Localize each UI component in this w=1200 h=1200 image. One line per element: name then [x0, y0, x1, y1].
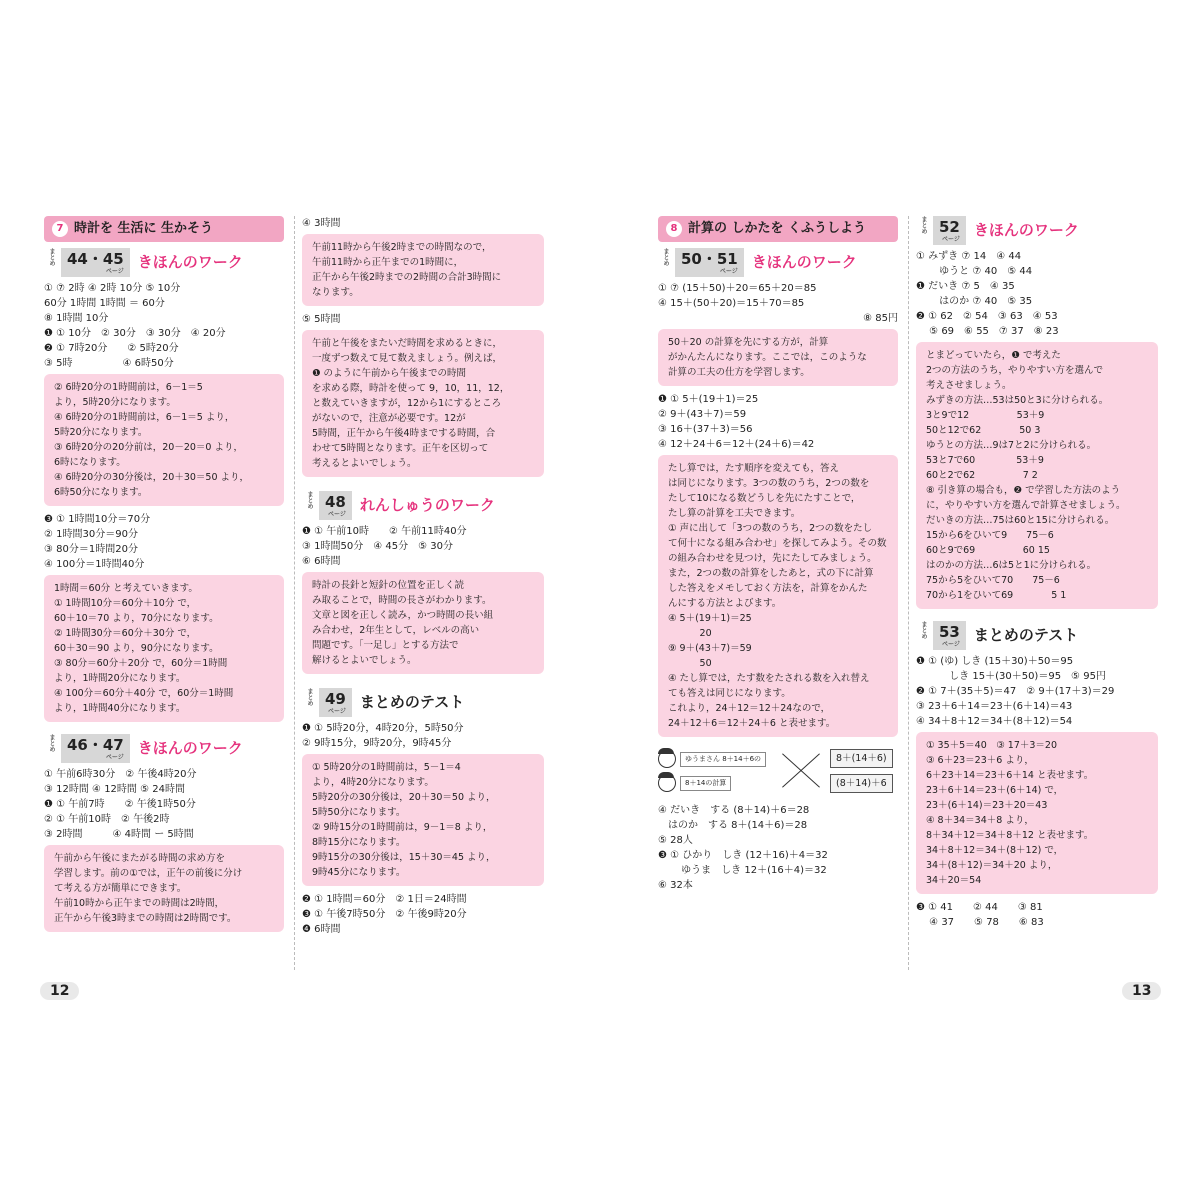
note-line: たし算の計算を工夫できます。: [668, 508, 801, 519]
note-line: がかんたんになります。ここでは，このような: [668, 352, 867, 363]
answer-line: ❶ ① 5＋(19＋1)＝25: [658, 394, 759, 405]
answer-line: ① ⑦ 2時 ④ 2時 10分 ⑤ 10分: [44, 283, 181, 294]
answer-line: 60分 1時間 1時間 ＝ 60分: [44, 298, 165, 309]
answer-block: [44, 281, 284, 371]
speech-bubble: 8＋14の計算: [680, 776, 731, 791]
note-line: 20: [668, 628, 712, 639]
note-line: ❶ のように午前から午後までの時間: [312, 368, 467, 379]
hint-note: [302, 330, 544, 477]
answer-line: ❷ ① 7＋(35＋5)＝47 ② 9＋(17＋3)＝29: [916, 686, 1115, 697]
section-header: [302, 491, 544, 520]
column-divider: [294, 216, 295, 970]
answer-line: ⑧ 1時間 10分: [44, 313, 109, 324]
answer-line: ① 午前6時30分 ② 午後4時20分: [44, 769, 197, 780]
note-line: ④ たし算では，たす数をたされる数を入れ替え: [668, 673, 870, 684]
hint-note: [44, 374, 284, 506]
note-line: 8時15分になります。: [312, 837, 406, 848]
hint-note: [302, 754, 544, 886]
answer-line: ❶ ① 午前7時 ② 午後1時50分: [44, 799, 196, 810]
hint-note: [302, 572, 544, 674]
page-ref-side-label: まとめ: [306, 491, 313, 509]
answer-line: ⑤ 28人: [658, 835, 693, 846]
hint-note: [658, 329, 898, 386]
page-ref-box: [658, 248, 744, 277]
note-line: 時計の長針と短針の位置を正しく読: [312, 580, 465, 591]
chapter-number: 7: [52, 221, 68, 237]
page-ref-number: 44・45: [67, 250, 124, 268]
note-line: 午前と午後をまたいだ時間を求めるときに，: [312, 338, 503, 349]
note-line: ③ 6時20分の20分前は，20－20＝0 より，: [54, 442, 243, 453]
note-line: ① 5時20分の1時間前は，5－1＝4: [312, 762, 461, 773]
note-line: 6＋23＋14＝23＋6＋14 と表せます。: [926, 770, 1094, 781]
answer-line: はのか ⑦ 40 ⑤ 35: [916, 296, 1033, 307]
section-title: きほんのワーク: [137, 739, 243, 757]
hint-note: [916, 342, 1158, 609]
note-line: ⑨ 9＋(43＋7)＝59: [668, 643, 752, 654]
answer-line: ❶ ① 5時20分，4時20分，5時50分: [302, 723, 464, 734]
note-line: ても答えは同じになります。: [668, 688, 791, 699]
note-line: たして10になる数どうしを先にたすことで，: [668, 493, 861, 504]
answer-line: ❶ ① 10分 ② 30分 ③ 30分 ④ 20分: [44, 328, 226, 339]
note-line: ⑧ 引き算の場合も，❷ で学習した方法のよう: [926, 485, 1121, 496]
page-ref-box: [916, 216, 966, 245]
note-line: 24＋12＋6＝12＋24＋6 と表せます。: [668, 718, 836, 729]
column-3: [658, 216, 898, 893]
answer-block: [44, 512, 284, 572]
answer-line: ② 9＋(43＋7)＝59: [658, 409, 747, 420]
section-title: まとめのテスト: [359, 693, 465, 711]
note-line: ④ 5＋(19＋1)＝25: [668, 613, 752, 624]
section-header: [916, 216, 1158, 245]
note-line: 午前から午後にまたがる時間の求め方を: [54, 853, 226, 864]
note-line: より，1時間20分になります。: [54, 673, 186, 684]
cross-lines: [776, 748, 820, 794]
page-ref-box: [916, 621, 966, 650]
note-line: ① 1時間10分＝60分＋10分 で，: [54, 598, 197, 609]
answer-line: ③ 2時間 ④ 4時間 ー 5時間: [44, 829, 194, 840]
answer-line: ❷ ① 1時間＝60分 ② 1日＝24時間: [302, 894, 467, 905]
note-line: だいきの方法…75は60と15に分けられる。: [926, 515, 1115, 526]
note-line: たし算では，たす順序を変えても，答え: [668, 463, 840, 474]
note-line: て考える方が簡単にできます。: [54, 883, 187, 894]
note-line: はのかの方法…6は5と1に分けられる。: [926, 560, 1097, 571]
note-line: より，4時20分になります。: [312, 777, 434, 788]
answer-line: ① ⑦ (15＋50)＋20＝65＋20＝85: [658, 283, 817, 294]
page-ref-unit: ページ: [327, 708, 346, 715]
answer-line: ④ 3時間: [302, 218, 341, 229]
page-ref-number: 48: [325, 493, 346, 511]
note-line: した答えをメモしておく方法を，計算をかんた: [668, 583, 868, 594]
note-line: ③ 80分＝60分＋20分 で，60分＝1時間: [54, 658, 228, 669]
note-line: ④ 100分＝60分＋40分 で，60分＝1時間: [54, 688, 234, 699]
note-line: 計算の工夫の仕方を学習します。: [668, 367, 810, 378]
page-ref-number: 52: [939, 218, 960, 236]
note-line: 考えるとよいでしょう。: [312, 458, 417, 469]
note-line: ② 1時間30分＝60分＋30分 で，: [54, 628, 197, 639]
chapter-banner: [44, 216, 284, 242]
column-4: [916, 216, 1158, 930]
page-ref-side-label: まとめ: [48, 248, 55, 266]
chapter-number: 8: [666, 221, 682, 237]
note-line: 午前11時から正午までの1時間に，: [312, 257, 464, 268]
note-line: ④ 6時20分の1時間前は，6－1＝5 より，: [54, 412, 235, 423]
section-title: まとめのテスト: [973, 626, 1079, 644]
page-number-left: 12: [40, 982, 79, 1000]
answer-block: [302, 524, 544, 569]
answer-block: [658, 803, 898, 893]
speech-bubble: ゆうまさん 8＋14＋6の: [680, 752, 766, 767]
note-line: 6時50分になります。: [54, 487, 148, 498]
note-line: て何十になる組み合わせ」を探してみよう。その数: [668, 538, 887, 549]
answer-line: ③ 5時 ④ 6時50分: [44, 358, 174, 369]
note-line: ゆうとの方法…9は7と2に分けられる。: [926, 440, 1097, 451]
answer-line: ❶ だいき ⑦ 5 ④ 35: [916, 281, 1015, 292]
note-line: なります。: [312, 287, 359, 298]
note-line: がないので，注意が必要です。12が: [312, 413, 466, 424]
girl-face-icon: [658, 774, 676, 792]
note-line: 午前11時から午後2時までの時間なので，: [312, 242, 492, 253]
section-title: きほんのワーク: [751, 253, 857, 271]
answer-line: ④ 12＋24＋6＝12＋(24＋6)＝42: [658, 439, 815, 450]
note-line: 正午から午後3時までの時間は2時間です。: [54, 913, 237, 924]
note-line: 5時間，正午から午後4時までする時間，合: [312, 428, 496, 439]
answer-line: ② ① 午前10時 ② 午後2時: [44, 814, 170, 825]
note-line: 15から6をひいて9 75－6: [926, 530, 1054, 541]
column-divider: [908, 216, 909, 970]
page-ref-box: [302, 688, 352, 717]
note-line: また，2つの数の計算をしたあと，式の下に計算: [668, 568, 874, 579]
page-ref-unit: ページ: [941, 236, 960, 243]
hint-note: [302, 234, 544, 306]
page-ref-box: [44, 248, 130, 277]
answer-line: ゆうま しき 12＋(16＋4)＝32: [658, 865, 827, 876]
note-line: 正午から午後2時までの2時間の合計3時間に: [312, 272, 502, 283]
answer-line: ❶ ① (ゆ) しき (15＋30)＋50＝95: [916, 656, 1074, 667]
answer-block: [916, 654, 1158, 729]
column-2: [302, 216, 544, 937]
note-line: の組み合わせを見つけ，先にたしてみましょう。: [668, 553, 877, 564]
answer-line: ② 9時15分，9時20分，9時45分: [302, 738, 452, 749]
section-header: [658, 248, 898, 277]
answer-block: [658, 392, 898, 452]
note-line: 34＋20＝54: [926, 875, 982, 886]
answer-line: ③ 12時間 ④ 12時間 ⑤ 24時間: [44, 784, 185, 795]
note-line: 問題です。「一足し」とする方法で: [312, 640, 459, 651]
page-ref-unit: ページ: [941, 641, 960, 648]
section-header: [916, 621, 1158, 650]
note-line: 一度ずつ数えて見て数えましょう。例えば，: [312, 353, 503, 364]
note-line: 2つの方法のうち，やりやすい方を選んで: [926, 365, 1104, 376]
answer-block: [44, 767, 284, 842]
answer-line: ❷ ① 62 ② 54 ③ 63 ④ 53: [916, 311, 1058, 322]
note-line: これより，24＋12＝12＋24なので，: [668, 703, 831, 714]
hint-note: [916, 732, 1158, 894]
note-line: みずきの方法…53は50と3に分けられる。: [926, 395, 1109, 406]
answer-line: ❸ ① 1時間10分＝70分: [44, 514, 151, 525]
note-line: み取ることで，時間の長さがわかります。: [312, 595, 492, 606]
note-line: 5時50分になります。: [312, 807, 406, 818]
answer-line: ④ 15＋(50＋20)＝15＋70＝85: [658, 298, 805, 309]
page-ref-box: [44, 734, 130, 763]
answer-line: ❸ ① 41 ② 44 ③ 81: [916, 902, 1043, 913]
note-line: と数えていきますが，12から1にするところ: [312, 398, 502, 409]
note-line: 34＋(8＋12)＝34＋20 より，: [926, 860, 1058, 871]
note-line: を求める際，時計を使って 9，10，11，12，: [312, 383, 510, 394]
note-line: 学習します。前の①では，正午の前後に分け: [54, 868, 243, 879]
answer-block: [302, 721, 544, 751]
note-line: ② 9時15分の1時間前は，9－1＝8 より，: [312, 822, 493, 833]
note-line: 50: [668, 658, 712, 669]
column-1: [44, 216, 284, 938]
note-line: んにする方法とよびます。: [668, 598, 782, 609]
page-ref-unit: ページ: [327, 511, 346, 518]
note-line: 9時45分になります。: [312, 867, 406, 878]
note-line: より，1時間40分になります。: [54, 703, 186, 714]
note-line: 9時15分の30分後は，15＋30＝45 より，: [312, 852, 496, 863]
note-line: 50と12で62 50 3: [926, 425, 1041, 436]
note-line: 60と9で69 60 15: [926, 545, 1050, 556]
hint-note: [44, 845, 284, 932]
page-ref-unit: ページ: [105, 268, 124, 275]
boy-face-icon: [658, 750, 676, 768]
chapter-title: 計算の しかたを くふうしよう: [688, 221, 867, 236]
answer-line: ゆうと ⑦ 40 ⑤ 44: [916, 266, 1033, 277]
note-line: 解けるとよいでしょう。: [312, 655, 417, 666]
note-line: 60と2で62 7 2: [926, 470, 1038, 481]
answer-line: ③ 23＋6＋14＝23＋(6＋14)＝43: [916, 701, 1073, 712]
note-line: に，やりやすい方を選んで計算させましょう。: [926, 500, 1126, 511]
page-ref-side-label: まとめ: [920, 621, 927, 639]
section-header: [44, 734, 284, 763]
note-line: 3と9で12 53＋9: [926, 410, 1045, 421]
note-line: 考えさせましょう。: [926, 380, 1012, 391]
note-line: ④ 8＋34＝34＋8 より，: [926, 815, 1034, 826]
note-line: ① 声に出して「3つの数のうち，2つの数をたし: [668, 523, 873, 534]
answer-line: ③ 16＋(37＋3)＝56: [658, 424, 753, 435]
note-line: わせて5時間となります。正午を区切って: [312, 443, 489, 454]
answer-line: ③ 80分＝1時間20分: [44, 544, 138, 555]
section-title: れんしゅうのワーク: [359, 496, 495, 514]
answer-block: [302, 892, 544, 937]
note-line: み合わせ，2年生として，レベルの高い: [312, 625, 480, 636]
answer-line: ⑤ 5時間: [302, 314, 341, 325]
section-header: [44, 248, 284, 277]
section-title: きほんのワーク: [973, 221, 1079, 239]
note-line: 午前10時から正午までの時間は2時間，: [54, 898, 225, 909]
page-ref-number: 46・47: [67, 736, 124, 754]
note-line: より，5時20分になります。: [54, 397, 176, 408]
page-ref-unit: ページ: [719, 268, 738, 275]
note-line: 75から5をひいて70 75－6: [926, 575, 1060, 586]
page-ref-number: 53: [939, 623, 960, 641]
section-title: きほんのワーク: [137, 253, 243, 271]
chapter-title: 時計を 生活に 生かそう: [74, 221, 214, 236]
answer-line: ⑥ 6時間: [302, 556, 341, 567]
expression-diagram: [658, 743, 898, 799]
note-line: 5時20分の30分後は，20＋30＝50 より，: [312, 792, 496, 803]
note-line: ① 35＋5＝40 ③ 17＋3＝20: [926, 740, 1058, 751]
note-line: 6時になります。: [54, 457, 126, 468]
page-ref-number: 50・51: [681, 250, 738, 268]
page-ref-side-label: まとめ: [662, 248, 669, 266]
page-ref-side-label: まとめ: [306, 688, 313, 706]
note-line: 8＋34＋12＝34＋8＋12 と表せます。: [926, 830, 1094, 841]
note-line: 50＋20 の計算を先にする方が，計算: [668, 337, 829, 348]
note-line: とまどっていたら，❶ で考えた: [926, 350, 1061, 361]
answer-line: ④ 34＋8＋12＝34＋(8＋12)＝54: [916, 716, 1073, 727]
section-header: [302, 688, 544, 717]
note-line: 23＋6＋14＝23＋(6＋14) で，: [926, 785, 1064, 796]
answer-line: ❸ ① 午後7時50分 ② 午後9時20分: [302, 909, 467, 920]
note-line: ④ 6時20分の30分後は，20＋30＝50 より，: [54, 472, 250, 483]
answer-line: はのか する 8＋(14＋6)＝28: [658, 820, 808, 831]
note-line: ② 6時20分の1時間前は，6－1＝5: [54, 382, 203, 393]
page-ref-unit: ページ: [105, 754, 124, 761]
answer-line: ⑤ 69 ⑥ 55 ⑦ 37 ⑧ 23: [916, 326, 1059, 337]
answer-line: ③ 1時間50分 ④ 45分 ⑤ 30分: [302, 541, 453, 552]
chapter-banner: [658, 216, 898, 242]
hint-note: [44, 575, 284, 722]
answer-line: ② 1時間30分＝90分: [44, 529, 138, 540]
note-line: 23＋(6＋14)＝23＋20＝43: [926, 800, 1048, 811]
answer-block: [658, 281, 898, 326]
page-number-right: 13: [1122, 982, 1161, 1000]
expression-box: 8＋(14＋6): [830, 749, 893, 768]
note-line: 文章と図を正しく読み，かつ時間の長い組: [312, 610, 494, 621]
page-ref-box: [302, 491, 352, 520]
answer-block: [916, 900, 1158, 930]
note-line: は同じになります。3つの数のうち，2つの数を: [668, 478, 870, 489]
page-ref-number: 49: [325, 690, 346, 708]
expression-box: (8＋14)＋6: [830, 774, 893, 793]
page-ref-side-label: まとめ: [920, 216, 927, 234]
note-line: 34＋8＋12＝34＋(8＋12) で，: [926, 845, 1064, 856]
note-line: 60＋10＝70 より，70分になります。: [54, 613, 219, 624]
answer-block: [916, 249, 1158, 339]
answer-line: ❶ ① 午前10時 ② 午前11時40分: [302, 526, 467, 537]
note-line: 70から1をひいて69 5 1: [926, 590, 1067, 601]
expression-options: [830, 743, 893, 799]
answer-line: ④ 100分＝1時間40分: [44, 559, 145, 570]
answer-line: ⑧ 85円: [863, 313, 898, 324]
answer-line: ❹ 6時間: [302, 924, 341, 935]
page-ref-side-label: まとめ: [48, 734, 55, 752]
note-line: ③ 6＋23＝23＋6 より，: [926, 755, 1034, 766]
note-line: 53と7で60 53＋9: [926, 455, 1044, 466]
hint-note: [658, 455, 898, 737]
answer-line: しき 15＋(30＋50)＝95 ⑤ 95円: [916, 671, 1106, 682]
answer-line: ❷ ① 7時20分 ② 5時20分: [44, 343, 179, 354]
note-line: 1時間＝60分 と考えていきます。: [54, 583, 198, 594]
note-line: 5時20分になります。: [54, 427, 148, 438]
answer-line: ① みずき ⑦ 14 ④ 44: [916, 251, 1022, 262]
answer-line: ⑥ 32本: [658, 880, 693, 891]
answer-line: ④ 37 ⑤ 78 ⑥ 83: [916, 917, 1044, 928]
answer-line: ❸ ① ひかり しき (12＋16)＋4＝32: [658, 850, 828, 861]
speaker-group: [658, 750, 766, 792]
note-line: 60＋30＝90 より，90分になります。: [54, 643, 219, 654]
answer-line: ④ だいき する (8＋14)＋6＝28: [658, 805, 810, 816]
